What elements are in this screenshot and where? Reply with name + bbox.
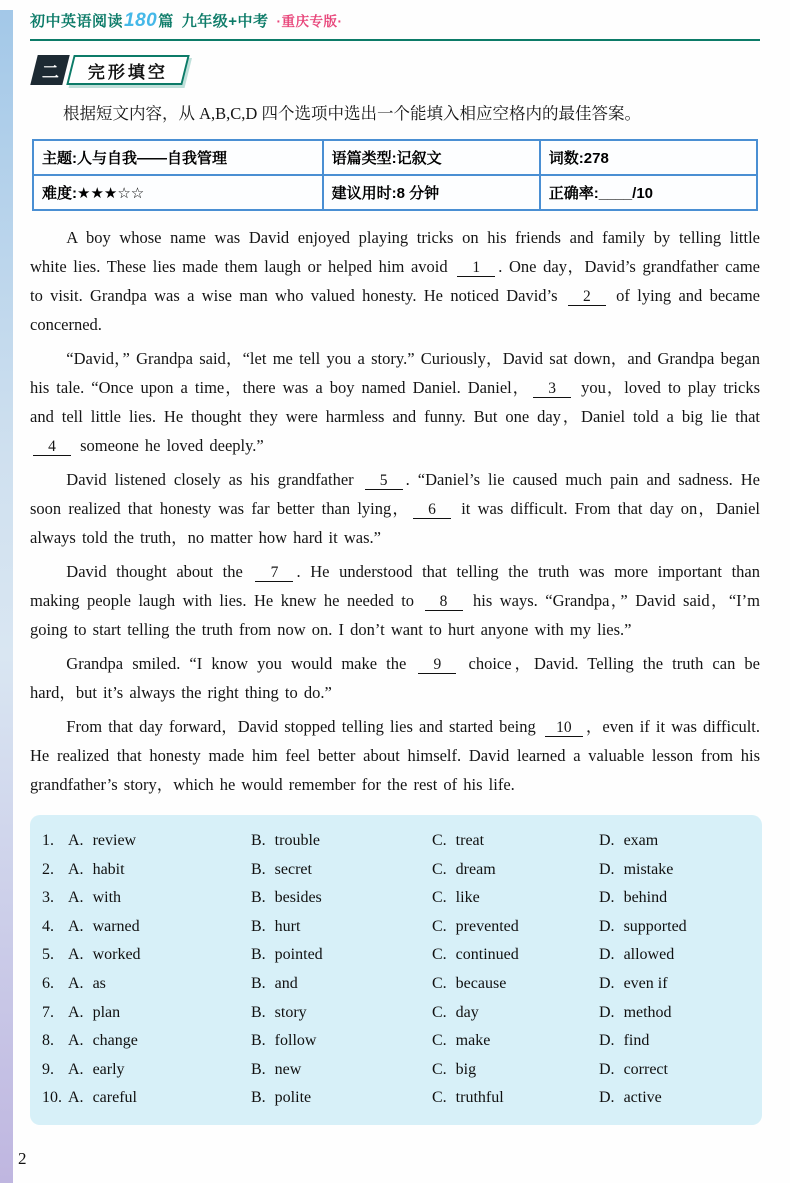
option-8-D xyxy=(599,1027,752,1056)
option-word: pointed xyxy=(274,946,323,964)
option-9-C xyxy=(432,1056,599,1085)
option-word: careful xyxy=(92,1089,137,1107)
option-word: supported xyxy=(623,917,687,935)
option-letter: D. xyxy=(599,974,615,992)
option-row-number: 1. xyxy=(42,832,54,849)
option-letter: D. xyxy=(599,889,615,907)
option-row-number: 5. xyxy=(42,946,54,964)
cloze-blank-9: 9 xyxy=(418,657,456,674)
option-4-C xyxy=(432,913,599,942)
option-word: correct xyxy=(623,1060,668,1078)
option-letter: D. xyxy=(599,1060,615,1078)
option-word: allowed xyxy=(623,946,675,964)
option-letter: B. xyxy=(251,889,266,907)
cloze-blank-1: 1 xyxy=(457,260,495,277)
option-word: because xyxy=(455,974,507,992)
cloze-blank-3: 3 xyxy=(533,381,571,398)
option-2-D xyxy=(599,856,752,885)
option-7-D xyxy=(599,999,752,1028)
page-edge-strip xyxy=(0,10,13,1183)
option-letter: A. xyxy=(68,860,84,878)
option-9-D xyxy=(599,1056,752,1085)
book-unit: 篇 xyxy=(158,13,174,30)
section-number: 二 xyxy=(41,62,59,82)
passage-paragraph: David thought about the 7 . He understood that telling the truth was more important than making people laugh with lies. He knew he needed to 8 his ways. “Grandpa，” David said，“I’m going to start telling the truth from now on. I don’t want to hurt anyone with my lies.” xyxy=(30,562,760,639)
option-word: active xyxy=(623,1089,662,1107)
option-word: like xyxy=(455,889,480,907)
option-10-C xyxy=(432,1084,599,1113)
option-row-number: 6. xyxy=(42,974,54,992)
options-grid xyxy=(30,815,762,1125)
option-letter: C. xyxy=(432,889,447,907)
option-7-B xyxy=(251,999,432,1028)
passage xyxy=(30,223,760,799)
option-4-B xyxy=(251,913,432,942)
option-word: new xyxy=(274,1060,302,1078)
option-row-number: 3. xyxy=(42,889,54,907)
option-10-B xyxy=(251,1084,432,1113)
option-row-5 xyxy=(42,941,752,970)
option-8-C xyxy=(432,1027,599,1056)
option-word: secret xyxy=(274,860,312,878)
option-letter: B. xyxy=(251,1060,266,1078)
option-letter: D. xyxy=(599,860,615,878)
option-letter: C. xyxy=(432,1089,447,1107)
option-word: behind xyxy=(623,889,668,907)
option-6-D xyxy=(599,970,752,999)
option-word: trouble xyxy=(274,832,320,849)
option-letter: C. xyxy=(432,1032,447,1050)
option-word: plan xyxy=(92,1003,121,1021)
option-word: besides xyxy=(274,889,322,907)
option-3-A xyxy=(68,884,251,913)
option-row-number: 8. xyxy=(42,1032,54,1050)
option-letter: C. xyxy=(432,860,447,878)
option-letter: D. xyxy=(599,946,615,964)
option-letter: B. xyxy=(251,1032,266,1050)
option-letter: B. xyxy=(251,917,266,935)
cloze-blank-8: 8 xyxy=(425,594,463,611)
option-7-C xyxy=(432,999,599,1028)
option-word: even if xyxy=(623,974,668,992)
section-number-box xyxy=(30,55,69,85)
cloze-blank-2: 2 xyxy=(568,289,606,306)
option-letter: A. xyxy=(68,917,84,935)
option-word: dream xyxy=(455,860,496,878)
option-word: make xyxy=(455,1032,491,1050)
option-letter: C. xyxy=(432,1003,447,1021)
option-letter: D. xyxy=(599,832,615,849)
option-letter: A. xyxy=(68,946,84,964)
passage-paragraph: Grandpa smiled. “I know you would make the 9 choice，David. Telling the truth can be hard，but it’s always the right thing to do.” xyxy=(30,654,760,702)
option-row-2 xyxy=(42,856,752,885)
option-row-number: 2. xyxy=(42,860,54,878)
passage-paragraph: David listened closely as his grandfather 5 . “Daniel’s lie caused much pain and sadness. He soon realized that honesty was far better than lying， 6 it was difficult. From that day on，Daniel always told the truth，no matter how hard it was.” xyxy=(30,470,761,547)
cloze-blank-10: 10 xyxy=(545,720,583,737)
option-row-number: 4. xyxy=(42,917,54,935)
option-10-A xyxy=(68,1084,251,1113)
option-word: review xyxy=(92,832,137,849)
option-word: habit xyxy=(92,860,125,878)
option-9-B xyxy=(251,1056,432,1085)
option-word: day xyxy=(455,1003,479,1021)
option-6-C xyxy=(432,970,599,999)
option-letter: C. xyxy=(432,946,447,964)
option-letter: D. xyxy=(599,1032,615,1050)
option-word: prevented xyxy=(455,917,519,935)
option-3-D xyxy=(599,884,752,913)
section-title-box xyxy=(66,55,189,85)
option-row-3 xyxy=(42,884,752,913)
info-word-count: 词数:278 xyxy=(540,140,757,175)
option-letter: A. xyxy=(68,889,84,907)
option-row-number: 10. xyxy=(42,1089,62,1107)
option-5-B xyxy=(251,941,432,970)
option-2-B xyxy=(251,856,432,885)
option-word: continued xyxy=(455,946,519,964)
info-topic: 主题:人与自我——自我管理 xyxy=(33,140,323,175)
option-3-C xyxy=(432,884,599,913)
option-word: big xyxy=(455,1060,477,1078)
option-letter: B. xyxy=(251,832,266,849)
option-word: treat xyxy=(455,832,485,849)
option-6-A xyxy=(68,970,251,999)
option-1-C xyxy=(432,827,599,856)
option-9-A xyxy=(68,1056,251,1085)
option-word: warned xyxy=(92,917,140,935)
info-row-1 xyxy=(33,140,757,175)
option-letter: C. xyxy=(432,832,447,849)
option-4-A xyxy=(68,913,251,942)
option-word: with xyxy=(92,889,122,907)
option-word: mistake xyxy=(623,860,674,878)
option-row-8 xyxy=(42,1027,752,1056)
section-title: 完形填空 xyxy=(88,62,168,82)
option-letter: A. xyxy=(68,1060,84,1078)
passage-paragraph: From that day forward，David stopped telling lies and started being 10 ，even if it was difficult. He realized that honesty made him feel better about himself. David learned a valuable lesson from his grandfather’s story，which he would remember for the rest of his life. xyxy=(30,717,761,794)
option-word: as xyxy=(92,974,106,992)
passage-paragraph: A boy whose name was David enjoyed playing tricks on his friends and family by telling little white lies. These lies made them laugh or helped him avoid 1 . One day，David’s grandfather came to visit. Grandpa was a wise man who valued honesty. He noticed David’s 2 of lying and became concerned. xyxy=(30,228,760,334)
cloze-blank-5: 5 xyxy=(365,473,403,490)
option-word: worked xyxy=(92,946,141,964)
option-letter: A. xyxy=(68,1003,84,1021)
option-letter: C. xyxy=(432,917,447,935)
option-word: and xyxy=(274,974,298,992)
instruction-text: 根据短文内容，从 A,B,C,D 四个选项中选出一个能填入相应空格内的最佳答案。 xyxy=(63,104,641,123)
option-row-4 xyxy=(42,913,752,942)
option-4-D xyxy=(599,913,752,942)
option-letter: A. xyxy=(68,1032,84,1050)
cloze-blank-4: 4 xyxy=(33,439,71,456)
passage-paragraph: “David，” Grandpa said，“let me tell you a story.” Curiously，David sat down，and Grandpa began his tale. “Once upon a time，there was a boy named Daniel. Daniel， 3 you，loved to play tricks and tell little lies. He thought they were harmless and funny. But one day，Daniel told a big lie that 4 someone he loved deeply.” xyxy=(30,349,761,455)
option-letter: C. xyxy=(432,974,447,992)
option-8-B xyxy=(251,1027,432,1056)
book-count: 180 xyxy=(124,10,158,31)
info-accuracy: 正确率:____/10 xyxy=(540,175,757,210)
option-5-C xyxy=(432,941,599,970)
option-word: method xyxy=(623,1003,672,1021)
option-3-B xyxy=(251,884,432,913)
book-edition: ·重庆专版· xyxy=(276,14,343,29)
option-word: exam xyxy=(623,832,659,849)
option-word: truthful xyxy=(455,1089,504,1107)
option-row-7 xyxy=(42,999,752,1028)
option-letter: A. xyxy=(68,832,84,849)
option-word: change xyxy=(92,1032,138,1050)
option-1-B xyxy=(251,827,432,856)
option-letter: B. xyxy=(251,860,266,878)
option-7-A xyxy=(68,999,251,1028)
option-word: find xyxy=(623,1032,650,1050)
option-word: story xyxy=(274,1003,307,1021)
option-row-1 xyxy=(42,827,752,856)
option-word: follow xyxy=(274,1032,317,1050)
info-genre: 语篇类型:记叙文 xyxy=(323,140,540,175)
option-row-9 xyxy=(42,1056,752,1085)
option-5-D xyxy=(599,941,752,970)
section-badge xyxy=(30,55,189,85)
option-2-A xyxy=(68,856,251,885)
option-letter: A. xyxy=(68,1089,84,1107)
option-letter: D. xyxy=(599,917,615,935)
option-row-10 xyxy=(42,1084,752,1113)
option-8-A xyxy=(68,1027,251,1056)
info-row-2 xyxy=(33,175,757,210)
option-row-6 xyxy=(42,970,752,999)
cloze-blank-6: 6 xyxy=(413,502,451,519)
option-1-A xyxy=(68,827,251,856)
option-1-D xyxy=(599,827,752,856)
cloze-blank-7: 7 xyxy=(255,565,293,582)
option-letter: D. xyxy=(599,1089,615,1107)
page-header xyxy=(30,10,760,41)
book-grade: 九年级+中考 xyxy=(181,13,269,30)
option-letter: C. xyxy=(432,1060,447,1078)
option-letter: B. xyxy=(251,1003,266,1021)
option-letter: B. xyxy=(251,974,266,992)
option-letter: A. xyxy=(68,974,84,992)
option-2-C xyxy=(432,856,599,885)
option-letter: B. xyxy=(251,946,266,964)
info-suggested-time: 建议用时:8 分钟 xyxy=(323,175,540,210)
option-row-number: 9. xyxy=(42,1060,54,1078)
option-word: early xyxy=(92,1060,125,1078)
info-difficulty: 难度:★★★☆☆ xyxy=(33,175,323,210)
option-letter: B. xyxy=(251,1089,266,1107)
option-word: polite xyxy=(274,1089,312,1107)
option-letter: D. xyxy=(599,1003,615,1021)
book-series-title: 初中英语阅读 xyxy=(30,13,124,30)
page-number: 2 xyxy=(18,1149,27,1168)
option-10-D xyxy=(599,1084,752,1113)
passage-info-table xyxy=(32,139,758,211)
option-row-number: 7. xyxy=(42,1003,54,1021)
option-5-A xyxy=(68,941,251,970)
option-6-B xyxy=(251,970,432,999)
option-word: hurt xyxy=(274,917,301,935)
